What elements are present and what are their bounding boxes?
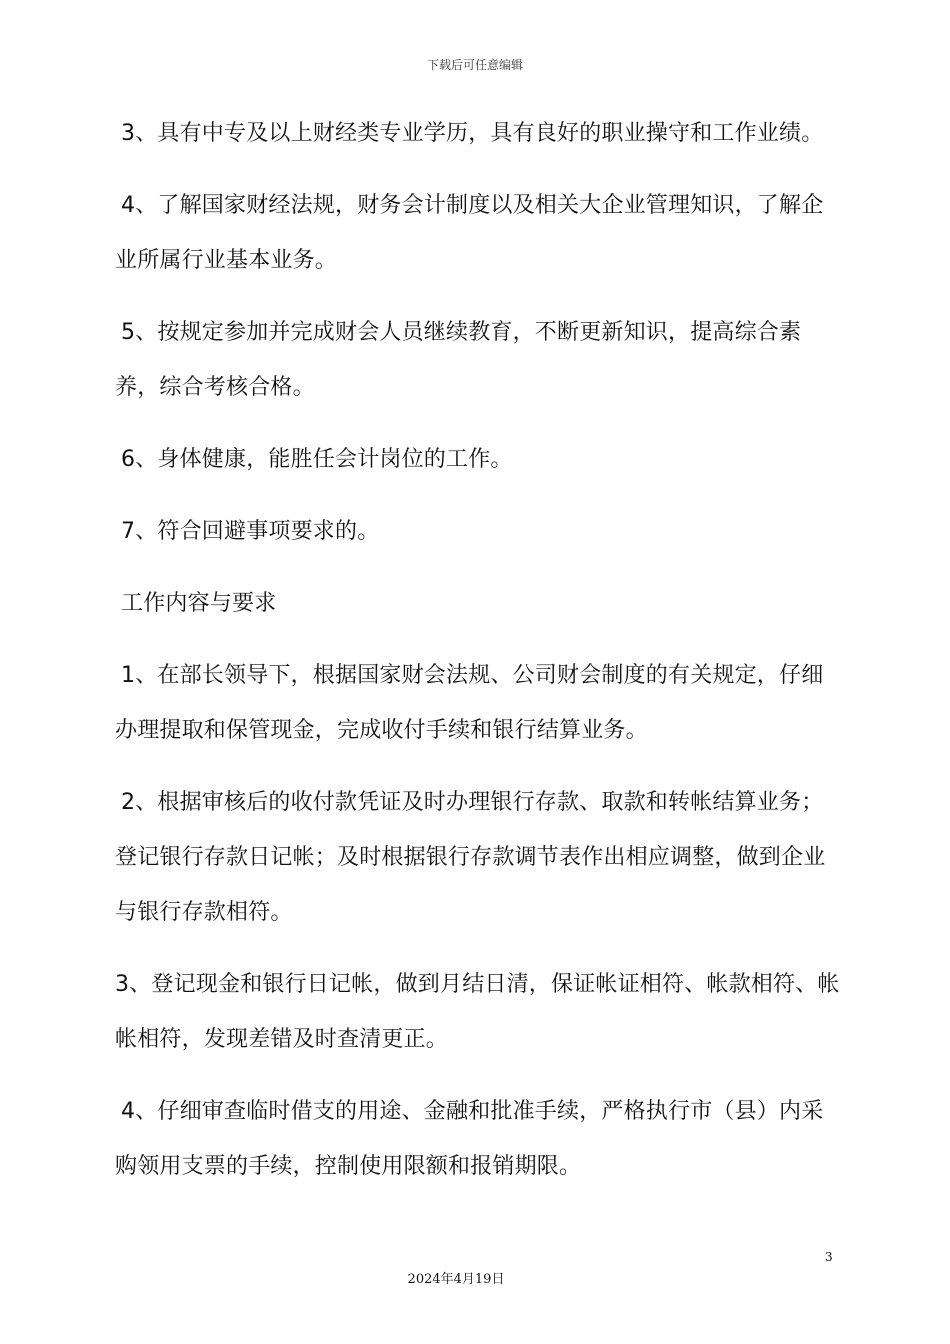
paragraph-requirement-4: 4、了解国家财经法规，财务会计制度以及相关大企业管理知识，了解企业所属行业基本业务。 [115,193,824,273]
paragraph-duty-4: 4、仔细审查临时借支的用途、金融和批准手续，严格执行市（县）内采购领用支票的手续，控制使用限额和报销期限。 [115,1099,824,1179]
paragraph-duty-2: 2、根据审核后的收付款凭证及时办理银行存款、取款和转帐结算业务；登记银行存款日记帐；及时根据银行存款调节表作出相应调整，做到企业与银行存款相符。 [115,790,826,925]
page-footer-date: 2024年4月19日 [407,1272,505,1287]
section-heading: 工作内容与要求 [121,591,277,616]
document-body [115,106,840,1211]
paragraph-duty-3: 3、登记现金和银行日记帐，做到月结日清，保证帐证相符、帐款相符、帐帐相符，发现差错及时查清更正。 [115,972,840,1052]
paragraph-requirement-5: 5、按规定参加并完成财会人员继续教育，不断更新知识，提高综合素养，综合考核合格。 [115,320,802,400]
page-header: 下载后可任意编辑 [426,58,523,72]
paragraph-requirement-6: 6、身体健康，能胜任会计岗位的工作。 [121,447,513,472]
paragraph-requirement-3: 3、具有中专及以上财经类专业学历，具有良好的职业操守和工作业绩。 [121,121,824,146]
page-number: 3 [825,1250,833,1264]
paragraph-duty-1: 1、在部长领导下，根据国家财会法规、公司财会制度的有关规定，仔细办理提取和保管现金，完成收付手续和银行结算业务。 [115,663,824,743]
paragraph-requirement-7: 7、符合回避事项要求的。 [121,519,380,544]
